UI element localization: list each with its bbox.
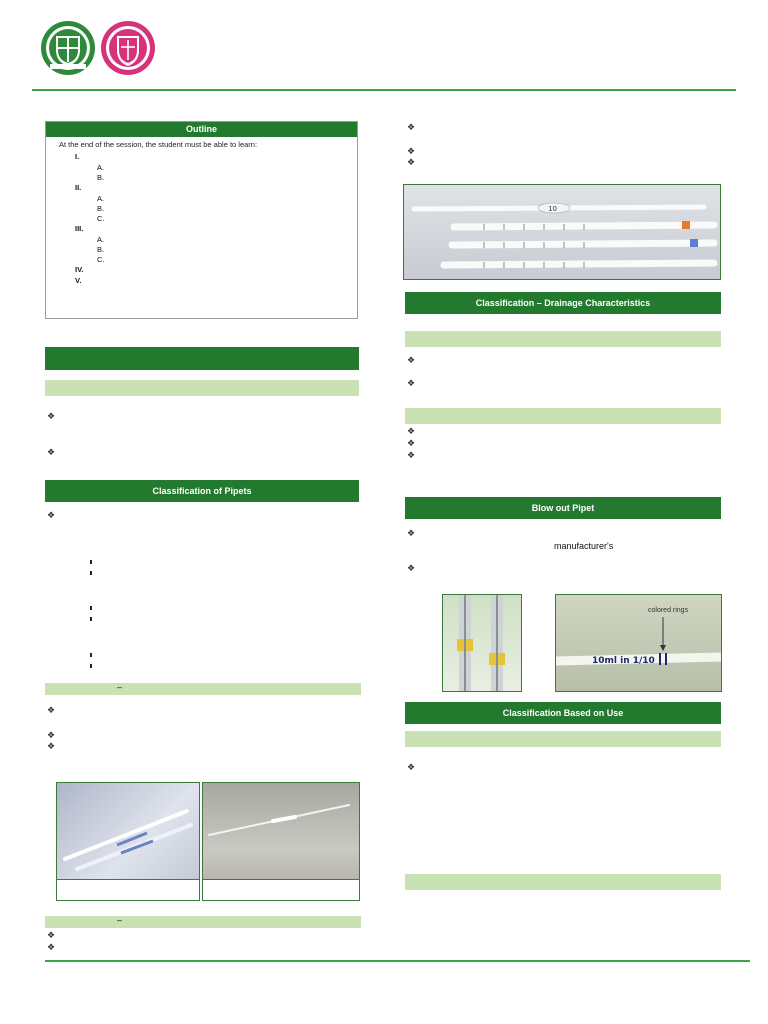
bullet: ❖	[47, 730, 56, 740]
subheader-bar	[405, 874, 721, 890]
subheader-bar	[405, 331, 721, 347]
bullet: ❖	[407, 438, 416, 448]
blowout-text: manufacturer's	[554, 541, 614, 551]
graduated-pipets-photo	[403, 184, 721, 280]
outline-subitem-letter: C.	[97, 214, 105, 223]
use-header: Classification Based on Use	[405, 702, 721, 724]
outline-subitem-letter: A.	[97, 235, 105, 244]
caption-box	[56, 879, 200, 901]
square-bullet	[90, 653, 92, 657]
bullet: ❖	[407, 122, 416, 132]
square-bullet	[90, 617, 92, 621]
outline-item-number: I.	[75, 152, 80, 161]
bullet: ❖	[407, 355, 416, 365]
square-bullet	[90, 560, 92, 564]
pipet-photo-2	[202, 782, 360, 880]
dash-label: –	[117, 915, 123, 925]
logo-right	[100, 18, 156, 78]
svg-text:10ml in 1/10: 10ml in 1/10	[592, 656, 655, 666]
bullet: ❖	[407, 157, 416, 167]
bullet: ❖	[47, 705, 56, 715]
classification-pipets-header: Classification of Pipets	[45, 480, 359, 502]
section-header-bar	[45, 347, 359, 370]
square-bullet	[90, 571, 92, 575]
subheader-bar	[45, 380, 359, 396]
rings-photo-1	[442, 594, 522, 692]
outline-item-number: II.	[75, 183, 82, 192]
footer-rule	[45, 960, 750, 962]
bullet: ❖	[47, 741, 56, 751]
outline-item-number: IV.	[75, 265, 84, 274]
square-bullet	[90, 664, 92, 668]
outline-item-number: V.	[75, 276, 82, 285]
dash-label: –	[117, 682, 123, 692]
outline-subitem-letter: B.	[97, 173, 105, 182]
outline-subitem-letter: C.	[97, 255, 105, 264]
bullet: ❖	[47, 411, 56, 421]
outline-box	[45, 121, 358, 319]
square-bullet	[90, 606, 92, 610]
ring-label: colored rings	[648, 607, 689, 614]
header-rule	[32, 89, 736, 91]
bullet: ❖	[407, 426, 416, 436]
subheader-bar	[405, 408, 721, 424]
subheader-bar	[45, 683, 361, 695]
outline-item-number: III.	[75, 224, 84, 233]
bullet: ❖	[407, 378, 416, 388]
outline-subitem-letter: A.	[97, 194, 105, 203]
outline-intro: At the end of the session, the student must be able to learn:	[59, 140, 258, 149]
bullet: ❖	[407, 762, 416, 772]
bullet: ❖	[407, 528, 416, 538]
bullet: ❖	[47, 510, 56, 520]
bullet: ❖	[407, 146, 416, 156]
bullet: ❖	[407, 450, 416, 460]
drainage-header: Classification – Drainage Characteristics	[405, 292, 721, 314]
svg-text:10: 10	[548, 205, 557, 213]
bullet: ❖	[47, 447, 56, 457]
caption-box	[202, 879, 360, 901]
outline-subitem-letter: B.	[97, 204, 105, 213]
outline-subitem-letter: A.	[97, 163, 105, 172]
pipet-photo-1	[56, 782, 200, 880]
logo-left	[40, 18, 96, 78]
outline-title: Outline	[46, 122, 357, 137]
bullet: ❖	[407, 563, 416, 573]
blowout-header: Blow out Pipet	[405, 497, 721, 519]
subheader-bar	[45, 916, 361, 928]
rings-photo-2	[555, 594, 722, 692]
bullet: ❖	[47, 942, 56, 952]
bullet: ❖	[47, 930, 56, 940]
outline-subitem-letter: B.	[97, 245, 105, 254]
subheader-bar	[405, 731, 721, 747]
